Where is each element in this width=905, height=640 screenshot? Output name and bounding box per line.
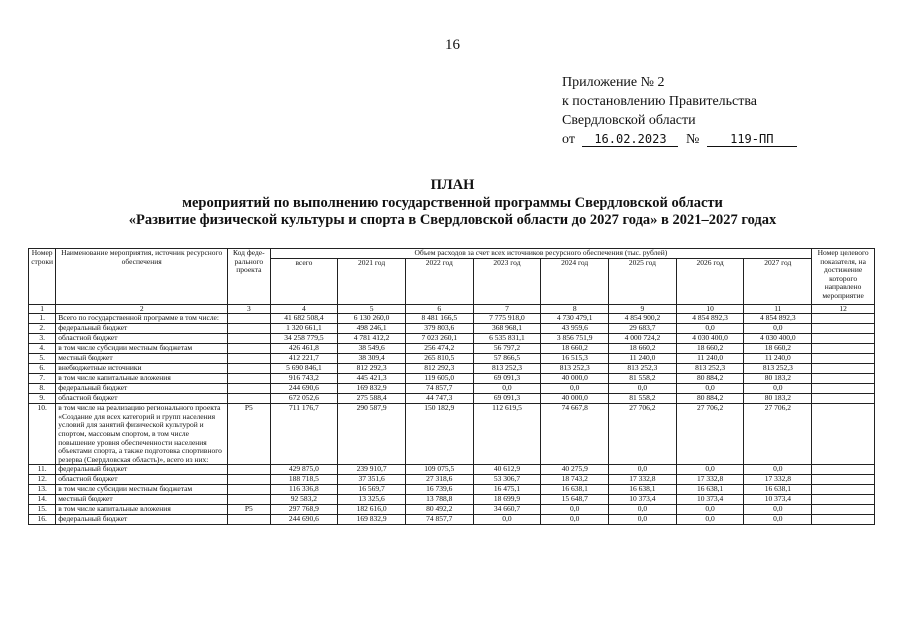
row-target (812, 505, 875, 515)
row-number: 8. (29, 384, 56, 394)
row-name: федеральный бюджет (56, 515, 228, 525)
appendix-date-line (562, 130, 797, 149)
row-2027: 0,0 (744, 465, 812, 475)
row-number: 1. (29, 314, 56, 324)
row-2022: 7 023 260,1 (405, 334, 473, 344)
row-2021: 16 569,7 (338, 485, 406, 495)
table-row (29, 324, 875, 334)
table-row (29, 505, 875, 515)
row-target (812, 364, 875, 374)
column-number: 8 (541, 304, 609, 314)
row-target (812, 324, 875, 334)
row-number: 13. (29, 485, 56, 495)
row-project-code (228, 354, 270, 364)
row-project-code (228, 334, 270, 344)
row-2022: 13 788,8 (405, 495, 473, 505)
decree-number: 119-ПП (707, 132, 797, 147)
header-2023: 2023 год (473, 258, 541, 304)
row-2025: 27 706,2 (609, 404, 677, 465)
row-2027: 0,0 (744, 515, 812, 525)
row-2022: 74 857,7 (405, 384, 473, 394)
row-name: в том числе субсидии местным бюджетам (56, 485, 228, 495)
row-project-code (228, 485, 270, 495)
row-2026: 16 638,1 (676, 485, 744, 495)
row-2024: 18 660,2 (541, 344, 609, 354)
row-target (812, 495, 875, 505)
row-2023: 69 091,3 (473, 394, 541, 404)
row-2023: 16 475,1 (473, 485, 541, 495)
table-row (29, 364, 875, 374)
row-2025: 10 373,4 (609, 495, 677, 505)
row-name: местный бюджет (56, 495, 228, 505)
row-2027: 4 030 400,0 (744, 334, 812, 344)
row-project-code (228, 314, 270, 324)
table-row (29, 374, 875, 384)
row-target (812, 314, 875, 324)
row-number: 9. (29, 394, 56, 404)
row-project-code (228, 344, 270, 354)
row-2021: 37 351,6 (338, 475, 406, 485)
row-2024: 40 275,9 (541, 465, 609, 475)
row-2025: 4 854 900,2 (609, 314, 677, 324)
row-2024: 40 000,0 (541, 374, 609, 384)
row-2025: 17 332,8 (609, 475, 677, 485)
row-2027: 18 660,2 (744, 344, 812, 354)
column-number: 1 (29, 304, 56, 314)
table-row (29, 354, 875, 364)
row-2027: 0,0 (744, 384, 812, 394)
header-project-code: Код феде-рального проекта (228, 249, 270, 305)
row-project-code (228, 384, 270, 394)
row-2027: 17 332,8 (744, 475, 812, 485)
row-2025: 0,0 (609, 465, 677, 475)
row-name: в том числе капитальные вложения (56, 374, 228, 384)
row-2021: 182 616,0 (338, 505, 406, 515)
row-target (812, 354, 875, 364)
row-number: 15. (29, 505, 56, 515)
row-2027: 80 183,2 (744, 374, 812, 384)
table-row (29, 334, 875, 344)
row-total: 244 690,6 (270, 384, 338, 394)
table-row (29, 314, 875, 324)
column-number: 10 (676, 304, 744, 314)
row-2024: 16 515,3 (541, 354, 609, 364)
plan-subtitle: мероприятий по выполнению государственной программы Свердловской области (182, 195, 723, 211)
row-2022: 109 075,5 (405, 465, 473, 475)
row-2024: 15 648,7 (541, 495, 609, 505)
row-target (812, 374, 875, 384)
row-2025: 0,0 (609, 515, 677, 525)
header-2024: 2024 год (541, 258, 609, 304)
row-2024: 74 667,8 (541, 404, 609, 465)
row-2021: 275 588,4 (338, 394, 406, 404)
row-target (812, 515, 875, 525)
table-row (29, 495, 875, 505)
row-2021: 169 832,9 (338, 384, 406, 394)
row-number: 2. (29, 324, 56, 334)
row-project-code (228, 324, 270, 334)
header-2027: 2027 год (744, 258, 812, 304)
row-target (812, 384, 875, 394)
row-2027: 813 252,3 (744, 364, 812, 374)
row-total: 711 176,7 (270, 404, 338, 465)
column-number: 12 (812, 304, 875, 314)
row-2023: 69 091,3 (473, 374, 541, 384)
row-2026: 4 030 400,0 (676, 334, 744, 344)
row-number: 3. (29, 334, 56, 344)
appendix-line-3: Свердловской области (562, 113, 696, 128)
row-name: областной бюджет (56, 394, 228, 404)
table-row (29, 394, 875, 404)
row-total: 5 690 846,1 (270, 364, 338, 374)
row-2026: 0,0 (676, 324, 744, 334)
table-row (29, 344, 875, 354)
row-2023: 112 619,5 (473, 404, 541, 465)
header-target: Номер целевого показателя, на достижение которого направлено мероприятие (812, 249, 875, 305)
appendix-line-1: Приложение № 2 (562, 75, 665, 90)
row-2022: 265 810,5 (405, 354, 473, 364)
row-target (812, 344, 875, 354)
row-2021: 445 421,3 (338, 374, 406, 384)
row-2024: 0,0 (541, 505, 609, 515)
row-2027: 27 706,2 (744, 404, 812, 465)
row-2025: 16 638,1 (609, 485, 677, 495)
decree-date: 16.02.2023 (582, 132, 678, 147)
row-name: Всего по государственной программе в том числе: (56, 314, 228, 324)
row-2023: 368 968,1 (473, 324, 541, 334)
row-number: 6. (29, 364, 56, 374)
row-2026: 80 884,2 (676, 374, 744, 384)
row-total: 916 743,2 (270, 374, 338, 384)
row-name: областной бюджет (56, 475, 228, 485)
row-target (812, 394, 875, 404)
column-number: 5 (338, 304, 406, 314)
row-2025: 11 240,0 (609, 354, 677, 364)
row-project-code (228, 475, 270, 485)
table-row (29, 475, 875, 485)
row-2022: 119 605,0 (405, 374, 473, 384)
row-2023: 40 612,9 (473, 465, 541, 475)
appendix-line-2: к постановлению Правительства (562, 94, 758, 109)
column-number: 11 (744, 304, 812, 314)
row-2026: 10 373,4 (676, 495, 744, 505)
header-2022: 2022 год (405, 258, 473, 304)
table-row (29, 485, 875, 495)
row-2021: 169 832,9 (338, 515, 406, 525)
row-2025: 0,0 (609, 384, 677, 394)
row-project-code (228, 465, 270, 475)
row-2022: 27 318,6 (405, 475, 473, 485)
row-2023: 57 866,5 (473, 354, 541, 364)
column-numbers-row (29, 304, 875, 314)
row-name: федеральный бюджет (56, 384, 228, 394)
row-2027: 10 373,4 (744, 495, 812, 505)
row-2026: 813 252,3 (676, 364, 744, 374)
row-total: 426 461,8 (270, 344, 338, 354)
row-number: 5. (29, 354, 56, 364)
row-2023: 18 699,9 (473, 495, 541, 505)
row-total: 92 583,2 (270, 495, 338, 505)
row-number: 11. (29, 465, 56, 475)
page-number: 16 (445, 37, 460, 53)
row-2021: 498 246,1 (338, 324, 406, 334)
row-number: 7. (29, 374, 56, 384)
row-number: 4. (29, 344, 56, 354)
row-2023: 7 775 918,0 (473, 314, 541, 324)
row-total: 1 320 661,1 (270, 324, 338, 334)
header-expenses: Объем расходов за счет всех источников ресурсного обеспечения (тыс. рублей) (270, 249, 812, 259)
row-project-code (228, 364, 270, 374)
row-2027: 16 638,1 (744, 485, 812, 495)
column-number: 6 (405, 304, 473, 314)
row-total: 244 690,6 (270, 515, 338, 525)
row-name: в том числе капитальные вложения (56, 505, 228, 515)
appendix-block (562, 73, 797, 149)
row-total: 188 718,5 (270, 475, 338, 485)
row-name: внебюджетные источники (56, 364, 228, 374)
row-project-code (228, 394, 270, 404)
from-label: от (562, 132, 575, 147)
row-2026: 27 706,2 (676, 404, 744, 465)
header-name: Наименование мероприятия, источник ресурсного обеспечения (56, 249, 228, 305)
header-2021: 2021 год (338, 258, 406, 304)
row-2021: 6 130 260,0 (338, 314, 406, 324)
row-2025: 0,0 (609, 505, 677, 515)
row-2022: 16 739,6 (405, 485, 473, 495)
row-2022: 256 474,2 (405, 344, 473, 354)
row-project-code (228, 515, 270, 525)
row-target (812, 465, 875, 475)
header-2026: 2026 год (676, 258, 744, 304)
row-2021: 239 910,7 (338, 465, 406, 475)
row-2021: 4 781 412,2 (338, 334, 406, 344)
row-project-code (228, 495, 270, 505)
row-2026: 0,0 (676, 505, 744, 515)
row-2026: 18 660,2 (676, 344, 744, 354)
row-target (812, 404, 875, 465)
table-row (29, 515, 875, 525)
row-2021: 290 587,9 (338, 404, 406, 465)
row-2027: 0,0 (744, 324, 812, 334)
row-2023: 34 660,7 (473, 505, 541, 515)
row-2022: 8 481 166,5 (405, 314, 473, 324)
row-2024: 43 959,6 (541, 324, 609, 334)
row-2023: 6 535 831,1 (473, 334, 541, 344)
row-2022: 812 292,3 (405, 364, 473, 374)
row-2024: 3 856 751,9 (541, 334, 609, 344)
row-total: 116 336,8 (270, 485, 338, 495)
plan-title: ПЛАН (430, 177, 475, 193)
row-name: местный бюджет (56, 354, 228, 364)
plan-table (28, 248, 875, 525)
row-total: 429 875,0 (270, 465, 338, 475)
row-target (812, 334, 875, 344)
row-2026: 4 854 892,3 (676, 314, 744, 324)
row-2024: 0,0 (541, 515, 609, 525)
column-number: 9 (609, 304, 677, 314)
row-2024: 16 638,1 (541, 485, 609, 495)
row-2022: 44 747,3 (405, 394, 473, 404)
header-row-1 (29, 249, 875, 259)
row-2023: 56 797,2 (473, 344, 541, 354)
row-name: в том числе на реализацию регионального проекта «Создание для всех категорий и групп населения условий для занятий физической культурой и спортом, массовым спортом, в том числе повышение уровня обеспеченности населения объектами спорта, а также подготовка спортивного резерва (Свердловская область)», всего из них: (56, 404, 228, 465)
header-row-number: Номер строки (29, 249, 56, 305)
row-total: 412 221,7 (270, 354, 338, 364)
row-2027: 0,0 (744, 505, 812, 515)
row-2023: 0,0 (473, 384, 541, 394)
plan-program-name: «Развитие физической культуры и спорта в Свердловской области до 2027 года» в 2021–2027 годах (128, 212, 777, 228)
header-total: всего (270, 258, 338, 304)
number-label: № (685, 132, 700, 147)
row-2025: 18 660,2 (609, 344, 677, 354)
row-2023: 0,0 (473, 515, 541, 525)
row-2022: 74 857,7 (405, 515, 473, 525)
row-project-code: P5 (228, 505, 270, 515)
row-2025: 81 558,2 (609, 394, 677, 404)
column-number: 3 (228, 304, 270, 314)
row-2024: 0,0 (541, 384, 609, 394)
row-target (812, 485, 875, 495)
row-2021: 13 325,6 (338, 495, 406, 505)
row-2024: 40 000,0 (541, 394, 609, 404)
row-name: областной бюджет (56, 334, 228, 344)
row-2022: 80 492,2 (405, 505, 473, 515)
row-name: в том числе субсидии местным бюджетам (56, 344, 228, 354)
row-2026: 0,0 (676, 384, 744, 394)
row-2021: 812 292,3 (338, 364, 406, 374)
row-2026: 0,0 (676, 515, 744, 525)
row-number: 16. (29, 515, 56, 525)
row-2024: 813 252,3 (541, 364, 609, 374)
table-row (29, 384, 875, 394)
column-number: 4 (270, 304, 338, 314)
row-project-code: P5 (228, 404, 270, 465)
row-2024: 18 743,2 (541, 475, 609, 485)
row-2025: 29 683,7 (609, 324, 677, 334)
row-name: федеральный бюджет (56, 324, 228, 334)
row-2022: 150 182,9 (405, 404, 473, 465)
row-2025: 4 000 724,2 (609, 334, 677, 344)
header-2025: 2025 год (609, 258, 677, 304)
table-row (29, 465, 875, 475)
row-2025: 813 252,3 (609, 364, 677, 374)
row-2022: 379 803,6 (405, 324, 473, 334)
plan-table-body (29, 314, 875, 525)
row-project-code (228, 374, 270, 384)
row-2023: 813 252,3 (473, 364, 541, 374)
row-2027: 80 183,2 (744, 394, 812, 404)
row-2026: 11 240,0 (676, 354, 744, 364)
row-total: 34 258 779,5 (270, 334, 338, 344)
column-number: 2 (56, 304, 228, 314)
row-2026: 17 332,8 (676, 475, 744, 485)
row-number: 14. (29, 495, 56, 505)
row-2026: 0,0 (676, 465, 744, 475)
row-total: 672 052,6 (270, 394, 338, 404)
row-total: 41 682 508,4 (270, 314, 338, 324)
row-2027: 4 854 892,3 (744, 314, 812, 324)
row-target (812, 475, 875, 485)
row-number: 12. (29, 475, 56, 485)
table-row (29, 404, 875, 465)
row-number: 10. (29, 404, 56, 465)
column-number: 7 (473, 304, 541, 314)
row-name: федеральный бюджет (56, 465, 228, 475)
row-2025: 81 558,2 (609, 374, 677, 384)
row-2024: 4 730 479,1 (541, 314, 609, 324)
row-total: 297 768,9 (270, 505, 338, 515)
row-2023: 53 306,7 (473, 475, 541, 485)
row-2021: 38 309,4 (338, 354, 406, 364)
row-2021: 38 549,6 (338, 344, 406, 354)
row-2027: 11 240,0 (744, 354, 812, 364)
row-2026: 80 884,2 (676, 394, 744, 404)
